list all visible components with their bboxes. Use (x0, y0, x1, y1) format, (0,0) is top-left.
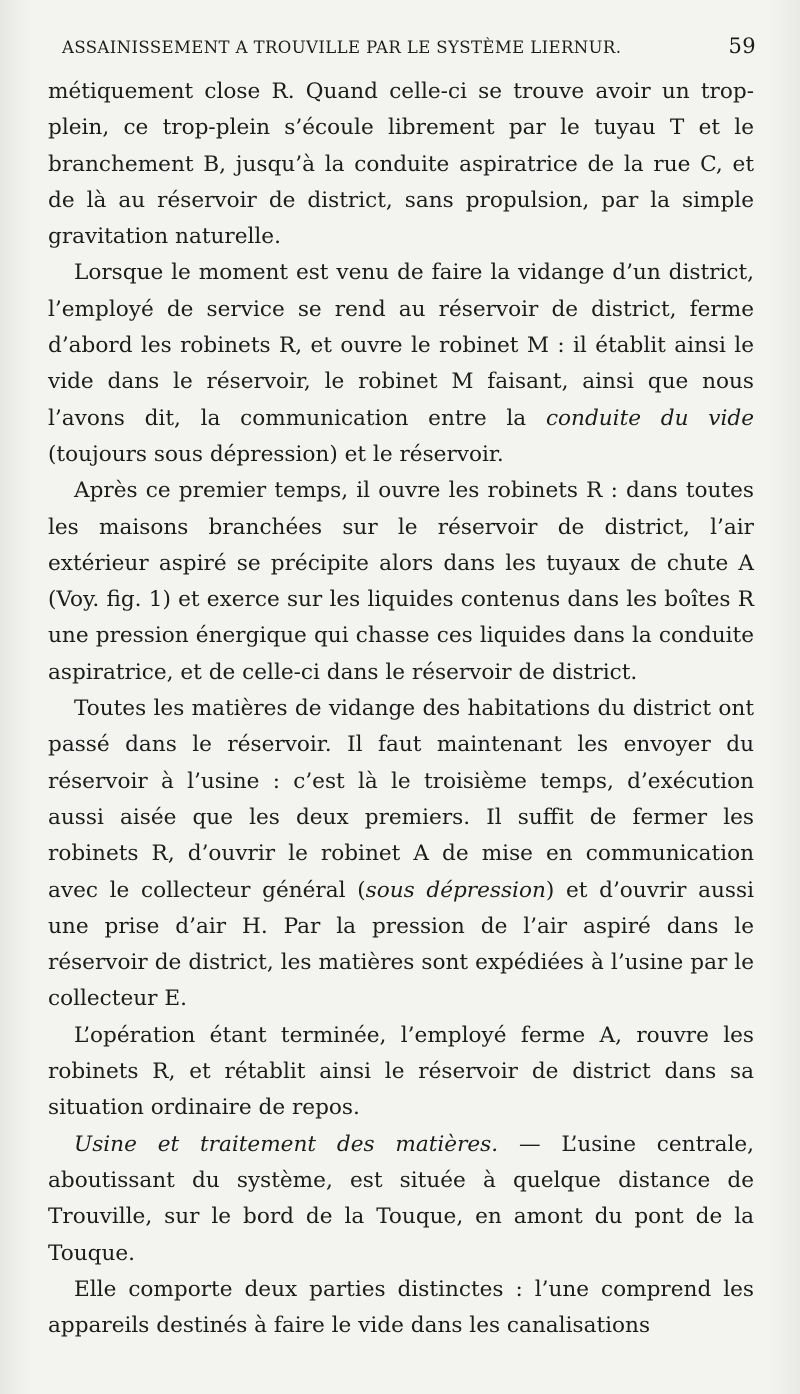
paragraph-5-text: L’opération étant terminée, l’employé ferme A, rouvre les robinets R, et rétablit ainsi le réservoir de district dans sa situation ordinaire de repos. (48, 1022, 754, 1121)
running-header (62, 34, 756, 58)
body-text (48, 74, 754, 1344)
paragraph-7 (48, 1272, 754, 1345)
paragraph-2-italic: conduite du vide (545, 405, 754, 431)
paragraph-1 (48, 74, 754, 255)
paragraph-3-text: Après ce premier temps, il ouvre les robinets R : dans toutes les maisons branchées sur le réservoir de district, l’air extérieur aspiré se précipite alors dans les tuyaux de chute A (Voy. fig. 1) et exerce sur les liquides contenus dans les boîtes R une pression énergique qui chasse ces liquides dans la conduite aspiratrice, et de celle-ci dans le réservoir de district. (48, 478, 754, 685)
paragraph-6 (48, 1127, 754, 1272)
paragraph-7-text: Elle comporte deux parties distinctes : l’une comprend les appareils destinés à faire le vide dans les canalisations (48, 1276, 754, 1339)
paragraph-3 (48, 473, 754, 691)
paragraph-1-text: métiquement close R. Quand celle-ci se trouve avoir un trop-plein, ce trop-plein s’écoule librement par le tuyau T et le branchement B, jusqu’à la conduite aspiratrice de la rue C, et de là au réservoir de district, sans propulsion, par la simple gravitation naturelle. (48, 79, 754, 250)
page-number: 59 (728, 34, 756, 58)
paragraph-5 (48, 1018, 754, 1127)
paragraph-4-italic: sous dépression (365, 877, 546, 903)
paragraph-4-text-a: Toutes les matières de vidange des habitations du district ont passé dans le réservoir. Il faut maintenant les envoyer du réservoir à l’usine : c’est là le troisième temps, d’exécution aussi aisée que les deux premiers. Il suffit de fermer les robinets R, d’ouvrir le robinet A de mise en communication avec le collecteur général ( (48, 696, 754, 903)
running-title: ASSAINISSEMENT A TROUVILLE PAR LE SYSTÈME LIERNUR. (62, 38, 622, 57)
section-heading-usine: Usine et traitement des matières. (74, 1131, 499, 1157)
paragraph-6-text: — L’usine centrale, aboutissant du système, est située à quelque distance de Trouville, sur le bord de la Touque, en amont du pont de la Touque. (48, 1131, 755, 1266)
paragraph-4 (48, 691, 754, 1018)
paragraph-2-text-b: (toujours sous dépression) et le réservoir. (48, 441, 504, 467)
paragraph-4-text-b: ) et d’ouvrir aussi une prise d’air H. Par la pression de l’air aspiré dans le réservoir de district, les matières sont expédiées à l’usine par le collecteur E. (48, 877, 754, 1012)
paragraph-2 (48, 255, 754, 473)
paragraph-2-text-a: Lorsque le moment est venu de faire la vidange d’un district, l’employé de service se rend au réservoir de district, ferme d’abord les robinets R, et ouvre le robinet M : il établit ainsi le vide dans le réservoir, le robinet M faisant, ainsi que nous l’avons dit, la communication entre la (48, 260, 754, 431)
